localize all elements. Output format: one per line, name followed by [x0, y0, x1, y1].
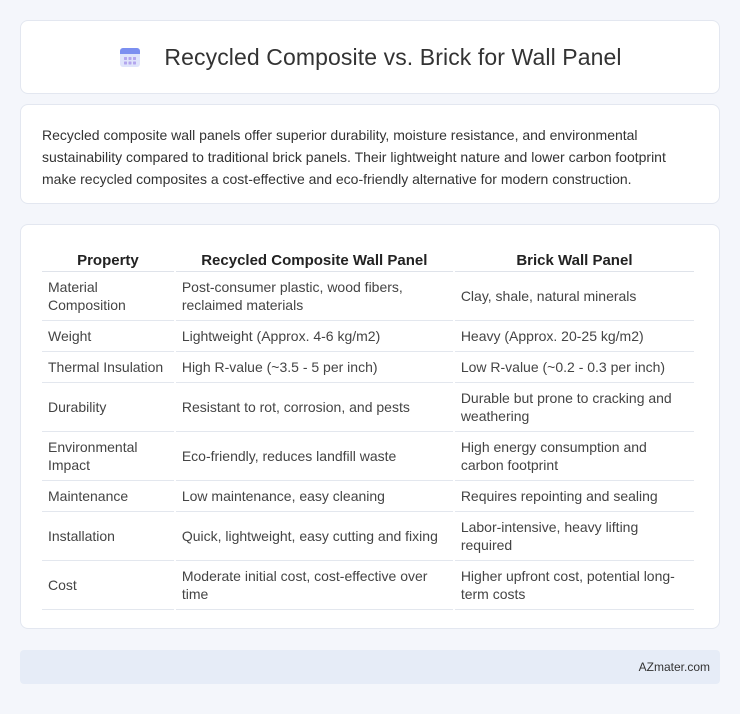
title-card	[20, 20, 720, 94]
table-card	[20, 224, 720, 629]
table-row	[42, 481, 694, 512]
row-property: Weight	[42, 321, 174, 352]
row-brick-value: Labor-intensive, heavy lifting required	[455, 512, 694, 561]
comparison-table	[40, 245, 696, 610]
row-composite-value: Lightweight (Approx. 4-6 kg/m2)	[176, 321, 453, 352]
row-property: Maintenance	[42, 481, 174, 512]
row-property: Thermal Insulation	[42, 352, 174, 383]
table-header-row	[42, 245, 694, 272]
row-brick-value: Heavy (Approx. 20-25 kg/m2)	[455, 321, 694, 352]
header-property: Property	[42, 245, 174, 272]
table-row	[42, 352, 694, 383]
row-composite-value: Quick, lightweight, easy cutting and fixing	[176, 512, 453, 561]
calendar-icon	[118, 45, 142, 69]
row-brick-value: Clay, shale, natural minerals	[455, 272, 694, 321]
title-row	[118, 44, 621, 71]
summary-text: Recycled composite wall panels offer superior durability, moisture resistance, and environmental sustainability compared to traditional brick panels. Their lightweight nature and lower carbon footprint make recycled composites a cost-effective and eco-friendly alternative for modern construction.	[42, 127, 666, 187]
row-brick-value: Higher upfront cost, potential long-term costs	[455, 561, 694, 610]
row-composite-value: Low maintenance, easy cleaning	[176, 481, 453, 512]
table-row	[42, 321, 694, 352]
row-composite-value: Resistant to rot, corrosion, and pests	[176, 383, 453, 432]
row-property: Material Composition	[42, 272, 174, 321]
row-brick-value: Requires repointing and sealing	[455, 481, 694, 512]
table-row	[42, 272, 694, 321]
row-composite-value: Eco-friendly, reduces landfill waste	[176, 432, 453, 481]
row-property: Environmental Impact	[42, 432, 174, 481]
row-composite-value: Moderate initial cost, cost-effective over time	[176, 561, 453, 610]
footer-source-link[interactable]: AZmater.com	[638, 660, 710, 674]
table-row	[42, 383, 694, 432]
header-brick: Brick Wall Panel	[455, 245, 694, 272]
row-brick-value: High energy consumption and carbon footprint	[455, 432, 694, 481]
table-row	[42, 432, 694, 481]
row-property: Durability	[42, 383, 174, 432]
footer	[20, 650, 720, 684]
header-recycled-composite: Recycled Composite Wall Panel	[176, 245, 453, 272]
row-property: Installation	[42, 512, 174, 561]
table-row	[42, 561, 694, 610]
row-property: Cost	[42, 561, 174, 610]
summary-card	[20, 104, 720, 204]
row-composite-value: Post-consumer plastic, wood fibers, reclaimed materials	[176, 272, 453, 321]
table-row	[42, 512, 694, 561]
row-composite-value: High R-value (~3.5 - 5 per inch)	[176, 352, 453, 383]
row-brick-value: Low R-value (~0.2 - 0.3 per inch)	[455, 352, 694, 383]
page-title: Recycled Composite vs. Brick for Wall Panel	[164, 43, 622, 70]
row-brick-value: Durable but prone to cracking and weathering	[455, 383, 694, 432]
